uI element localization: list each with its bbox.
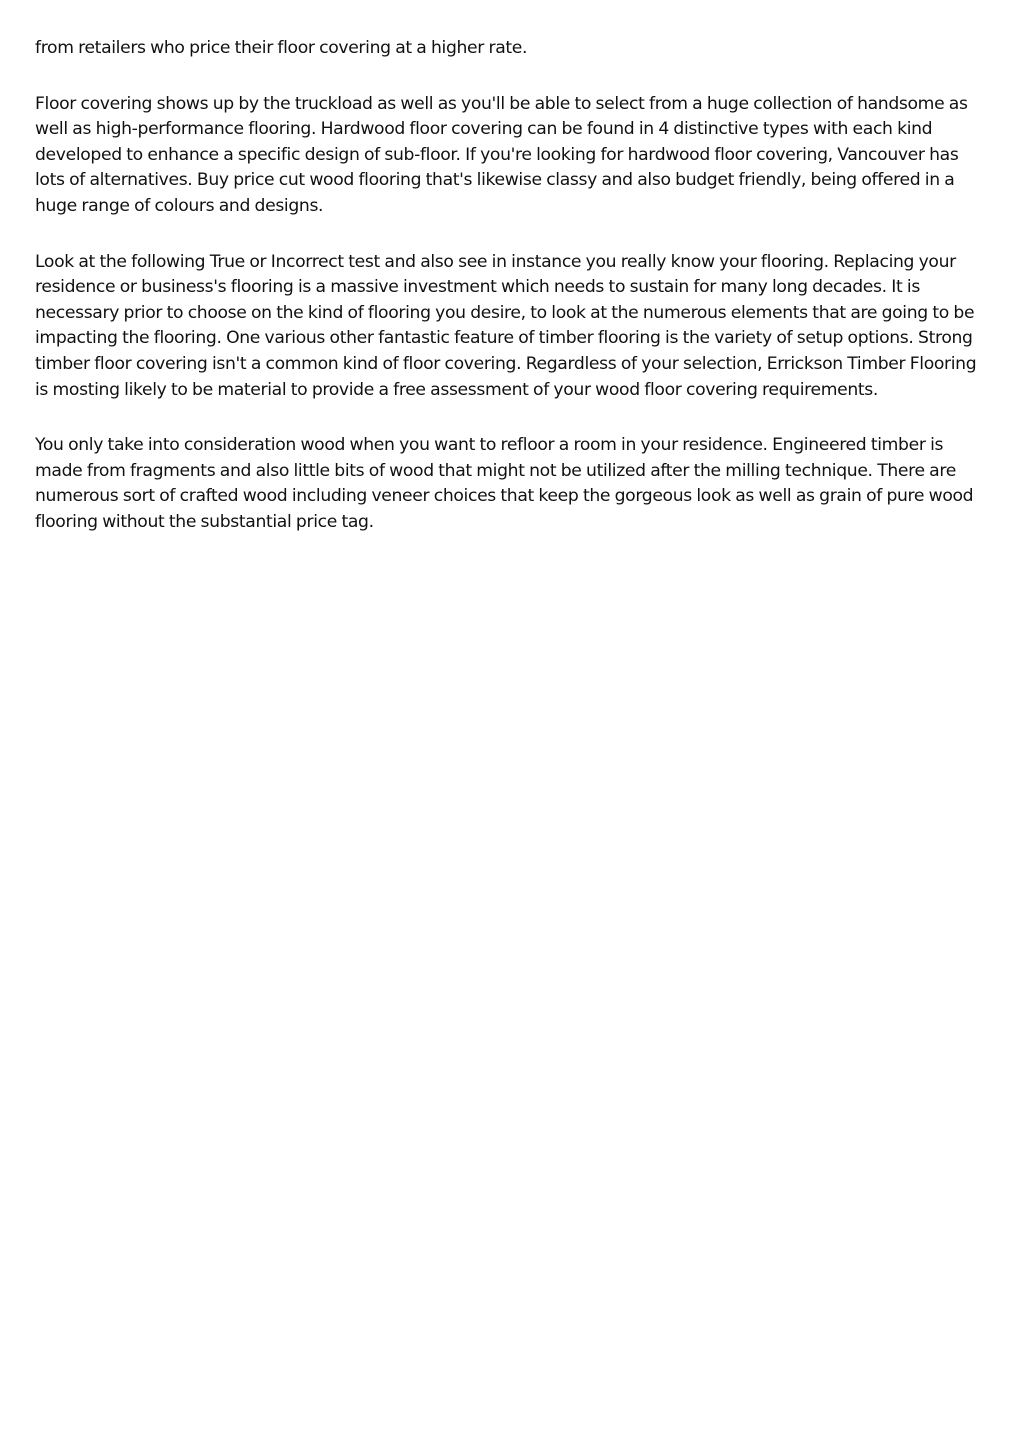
paragraph-3: Look at the following True or Incorrect test and also see in instance you really know your flooring. Replacing your residence or business's flooring is a massive investment which needs to sustain for many long decades. It is necessary prior to choose on the kind of flooring you desire, to look at the numerous elements that are going to be impacting the flooring. One various other fantastic feature of timber flooring is the variety of setup options. Strong timber floor covering isn't a common kind of floor covering. Regardless of your selection, Errickson Timber Flooring is mosting likely to be material to provide a free assessment of your wood floor covering requirements.	[35, 251, 977, 400]
paragraph-1: from retailers who price their floor covering at a higher rate.	[35, 38, 528, 58]
paragraph-4: You only take into consideration wood when you want to refloor a room in your residence. Engineered timber is made from fragments and also little bits of wood that might not be utilized after the milling technique. There are numerous sort of crafted wood including veneer choices that keep the gorgeous look as well as grain of pure wood flooring without the substantial price tag.	[35, 435, 974, 532]
paragraph-2: Floor covering shows up by the truckload as well as you'll be able to select from a huge collection of handsome as well as high-performance flooring. Hardwood floor covering can be found in 4 distinctive types with each kind developed to enhance a specific design of sub-floor. If you're looking for hardwood floor covering, Vancouver has lots of alternatives. Buy price cut wood flooring that's likewise classy and also budget friendly, being offered in a huge range of colours and designs.	[35, 93, 968, 216]
document-page	[35, 36, 991, 566]
